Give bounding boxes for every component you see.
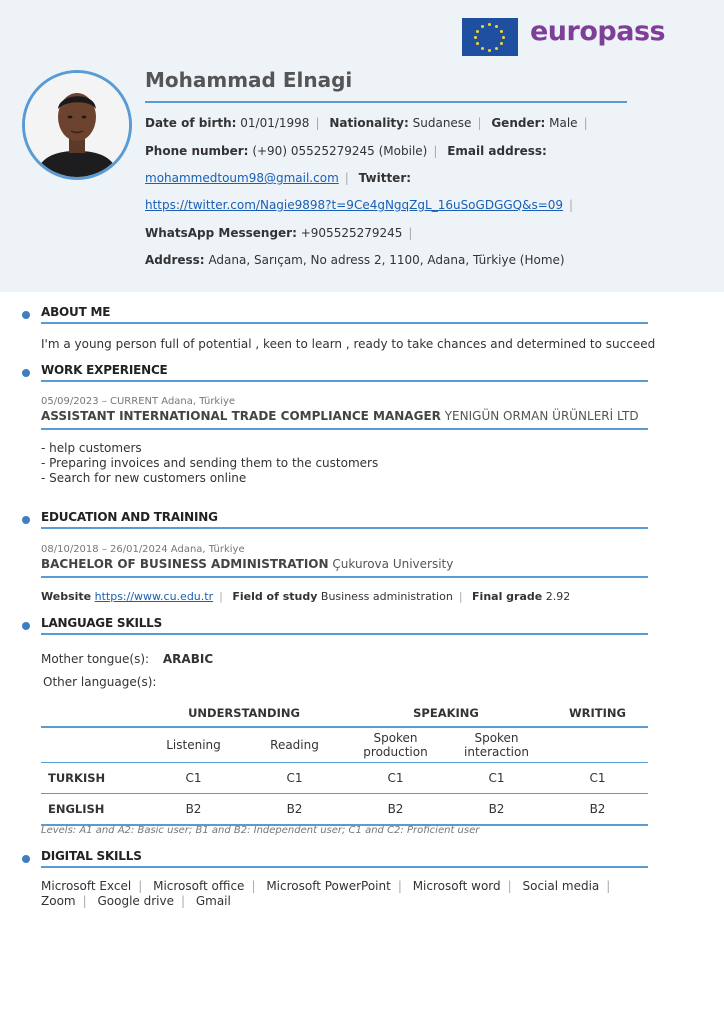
listening-header: Listening	[166, 738, 221, 752]
education-title-divider	[41, 576, 648, 578]
other-languages-label: Other language(s):	[43, 675, 157, 689]
table-row	[41, 763, 648, 794]
about-bullet-icon	[22, 311, 30, 319]
reading-level: C1	[244, 763, 345, 794]
phone-value: (+90) 05525279245 (Mobile)	[252, 144, 428, 158]
twitter-link[interactable]: https://twitter.com/Nagie9898?t=9Ce4gNgqZgL_16uSoGDGGQ&s=09	[145, 198, 564, 212]
listening-level: C1	[143, 763, 244, 794]
personal-info-line-4: https://twitter.com/Nagie9898?t=9Ce4gNgqZgL_16uSoGDGGQ&s=09 |	[145, 198, 574, 212]
skill-item: Microsoft Excel	[41, 879, 132, 893]
spoken-interaction-header: Spoken interaction	[464, 731, 529, 759]
production-level: C1	[345, 763, 446, 794]
understanding-header: UNDERSTANDING	[143, 700, 345, 727]
education-school: Çukurova University	[332, 557, 454, 571]
work-divider	[41, 380, 648, 382]
education-section-title: EDUCATION AND TRAINING	[41, 510, 218, 524]
education-degree: BACHELOR OF BUSINESS ADMINISTRATION	[41, 557, 329, 571]
personal-info-line-3: mohammedtoum98@gmail.com | Twitter:	[145, 171, 412, 185]
mother-tongue-label: Mother tongue(s):	[41, 652, 150, 666]
language-name: ENGLISH	[41, 794, 143, 826]
gender-value: Male	[549, 116, 578, 130]
work-dates: 05/09/2023 – CURRENT Adana, Türkiye	[41, 396, 236, 407]
field-value: Business administration	[320, 590, 453, 603]
skill-item: Microsoft word	[412, 879, 501, 893]
candidate-name: Mohammad Elnagi	[145, 68, 353, 92]
email-link[interactable]: mohammedtoum98@gmail.com	[145, 171, 339, 185]
name-divider	[145, 101, 627, 103]
work-section-title: WORK EXPERIENCE	[41, 363, 168, 377]
grade-label: Final grade	[472, 590, 543, 603]
education-bullet-icon	[22, 516, 30, 524]
table-row	[41, 794, 648, 826]
website-label: Website	[41, 590, 92, 603]
education-dates: 08/10/2018 – 26/01/2024 Adana, Türkiye	[41, 544, 245, 555]
skill-item: Microsoft PowerPoint	[266, 879, 391, 893]
listening-level: B2	[143, 794, 244, 826]
work-title-line	[41, 409, 639, 423]
whatsapp-value: +905525279245	[300, 226, 403, 240]
language-name: TURKISH	[41, 763, 143, 794]
work-bullet-icon	[22, 369, 30, 377]
work-position: ASSISTANT INTERNATIONAL TRADE COMPLIANCE MANAGER	[41, 409, 441, 423]
language-section-title: LANGUAGE SKILLS	[41, 616, 163, 630]
reading-header: Reading	[270, 738, 319, 752]
email-label: Email address:	[447, 144, 547, 158]
education-meta-line: Website https://www.cu.edu.tr | Field of study Business administration | Final grade 2.92	[41, 590, 571, 603]
about-divider	[41, 322, 648, 324]
address-value: Adana, Sarıçam, No adress 2, 1100, Adana, Türkiye (Home)	[208, 253, 565, 267]
spoken-production-header: Spoken production	[363, 731, 428, 759]
production-level: B2	[345, 794, 446, 826]
education-title-line	[41, 557, 453, 571]
education-divider	[41, 527, 648, 529]
mother-tongue-line	[41, 652, 213, 666]
work-duty-2: - Preparing invoices and sending them to the customers	[41, 456, 379, 470]
grade-value: 2.92	[545, 590, 571, 603]
phone-label: Phone number:	[145, 144, 249, 158]
language-table-subheader	[41, 727, 648, 763]
digital-section-title: DIGITAL SKILLS	[41, 849, 142, 863]
language-levels-legend: Levels: A1 and A2: Basic user; B1 and B2: Independent user; C1 and C2: Proficient user	[41, 825, 480, 836]
personal-info-line-5: WhatsApp Messenger: +905525279245 |	[145, 226, 413, 240]
mother-tongue-value: ARABIC	[162, 652, 214, 666]
digital-bullet-icon	[22, 855, 30, 863]
skill-item: Microsoft office	[153, 879, 245, 893]
reading-level: B2	[244, 794, 345, 826]
about-text: I'm a young person full of potential , keen to learn , ready to take chances and determined to succeed	[41, 337, 656, 351]
skill-item: Zoom	[41, 894, 76, 908]
website-link[interactable]: https://www.cu.edu.tr	[94, 590, 214, 603]
work-duty-3: - Search for new customers online	[41, 471, 247, 485]
language-divider	[41, 633, 648, 635]
writing-level: B2	[547, 794, 648, 826]
dob-label: Date of birth:	[145, 116, 237, 130]
interaction-level: C1	[446, 763, 547, 794]
skill-item: Gmail	[195, 894, 231, 908]
eu-flag-icon	[462, 18, 518, 56]
profile-photo	[22, 70, 132, 180]
address-label: Address:	[145, 253, 205, 267]
digital-divider	[41, 866, 648, 868]
writing-level: C1	[547, 763, 648, 794]
skill-item: Social media	[522, 879, 600, 893]
personal-info-line-2: Phone number: (+90) 05525279245 (Mobile) | Email address:	[145, 144, 547, 158]
dob-value: 01/01/1998	[240, 116, 310, 130]
europass-logo: europass	[530, 16, 666, 47]
personal-info-line-1: Date of birth: 01/01/1998 | Nationality: Sudanese | Gender: Male |	[145, 116, 588, 130]
skill-item: Google drive	[97, 894, 174, 908]
language-bullet-icon	[22, 622, 30, 630]
work-employer: YENIGÜN ORMAN ÜRÜNLERİ LTD	[444, 409, 639, 423]
writing-header: WRITING	[547, 700, 648, 727]
language-table-group-header	[41, 700, 648, 727]
gender-label: Gender:	[491, 116, 546, 130]
language-table	[41, 700, 648, 826]
personal-info-line-6	[145, 253, 565, 267]
about-section-title: ABOUT ME	[41, 305, 111, 319]
twitter-label: Twitter:	[358, 171, 412, 185]
work-title-divider	[41, 428, 648, 430]
work-duty-1: - help customers	[41, 441, 142, 455]
nationality-label: Nationality:	[329, 116, 409, 130]
nationality-value: Sudanese	[412, 116, 472, 130]
interaction-level: B2	[446, 794, 547, 826]
speaking-header: SPEAKING	[345, 700, 547, 727]
whatsapp-label: WhatsApp Messenger:	[145, 226, 297, 240]
field-label: Field of study	[232, 590, 318, 603]
digital-skills-list: Microsoft Excel | Microsoft office | Microsoft PowerPoint | Microsoft word | Social media | Zoom | Google drive | Gmail	[41, 879, 611, 908]
